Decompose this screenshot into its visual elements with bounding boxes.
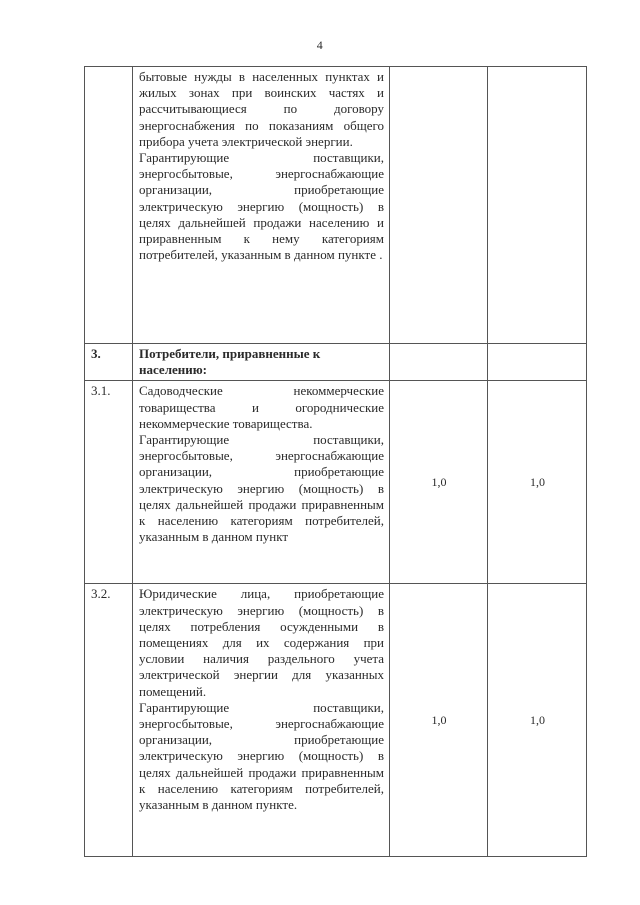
row-description bbox=[133, 584, 390, 857]
section-header-row bbox=[85, 344, 587, 381]
tariff-table bbox=[84, 66, 587, 857]
table-row bbox=[85, 381, 587, 584]
value-cell bbox=[488, 67, 587, 344]
row-number bbox=[85, 67, 133, 344]
value-cell bbox=[488, 344, 587, 381]
value-cell bbox=[390, 67, 488, 344]
description-paragraph: Гарантирующие поставщики, энергосбытовые, энергоснабжающие организации, приобретающие электрическую энергию (мощность) в целях дальнейшей продажи приравненным к населению категориям потребителей, указанным в данном пункт bbox=[139, 432, 384, 545]
value-cell: 1,0 bbox=[488, 584, 587, 857]
row-number: 3.1. bbox=[85, 381, 133, 584]
section-title: Потребители, приравненные к населению: bbox=[133, 344, 390, 381]
description-paragraph: Садоводческие некоммерческие товарищества и огороднические некоммерческие товарищества. bbox=[139, 383, 384, 431]
description-paragraph: Гарантирующие поставщики, энергосбытовые, энергоснабжающие организации, приобретающие электрическую энергию (мощность) в целях дальнейшей продажи населению и приравненным к нему категориям потребителей, указанным в данном пункте . bbox=[139, 150, 384, 263]
row-description bbox=[133, 381, 390, 584]
section-number: 3. bbox=[85, 344, 133, 381]
description-paragraph: Гарантирующие поставщики, энергосбытовые, энергоснабжающие организации, приобретающие электрическую энергию (мощность) в целях дальнейшей продажи приравненным к населению категориям потребителей, указанным в данном пункте. bbox=[139, 699, 384, 813]
row-description bbox=[133, 67, 390, 344]
page-number: 4 bbox=[316, 38, 324, 52]
table-row bbox=[85, 584, 587, 857]
description-paragraph: бытовые нужды в населенных пунктах и жилых зонах при воинских частях и рассчитывающиеся по договору энергоснабжения по показаниям общего прибора учета электрической энергии. bbox=[139, 69, 384, 149]
value-cell: 1,0 bbox=[488, 381, 587, 584]
table-row bbox=[85, 67, 587, 344]
value-cell: 1,0 bbox=[390, 584, 488, 857]
value-cell: 1,0 bbox=[390, 381, 488, 584]
description-paragraph: Юридические лица, приобретающие электрическую энергию (мощность) в целях потребления осужденными в помещениях для их содержания при условии наличия раздельного учета электрической энергии для указанных помещений. bbox=[139, 586, 384, 699]
value-cell bbox=[390, 344, 488, 381]
row-number: 3.2. bbox=[85, 584, 133, 857]
